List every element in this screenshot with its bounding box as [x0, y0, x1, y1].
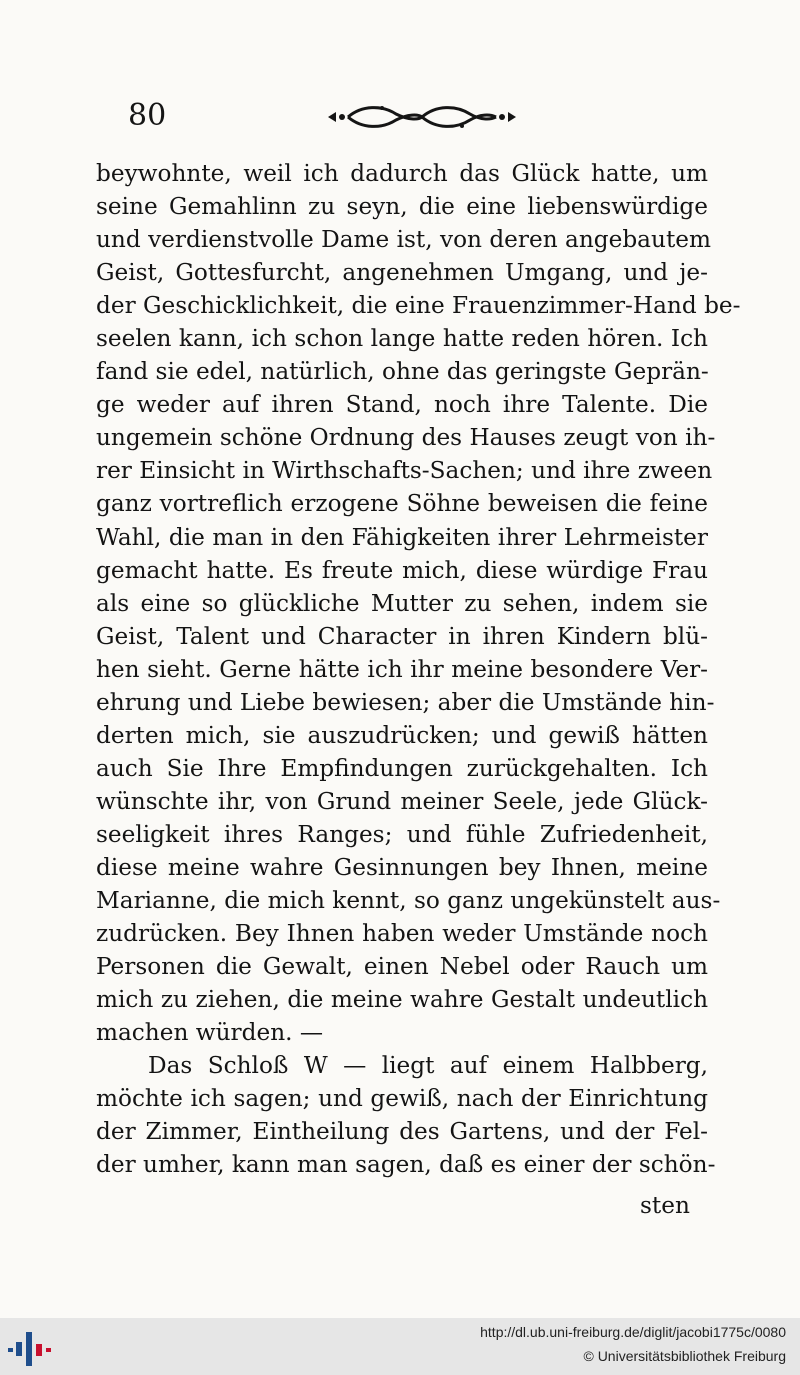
- text-line: Das Schloß W — liegt auf einem Halbberg,: [148, 1052, 708, 1080]
- copyright-notice: © Universitätsbibliothek Freiburg: [583, 1348, 786, 1364]
- text-line: Wahl, die man in den Fähigkeiten ihrer Lehrmeister: [96, 523, 708, 551]
- text-line: Geist, Talent und Character in ihren Kindern blü-: [96, 622, 708, 650]
- text-line: wünschte ihr, von Grund meiner Seele, jede Glück-: [96, 787, 708, 815]
- footer-bar: [0, 1318, 800, 1375]
- text-line: der umher, kann man sagen, daß es einer der schön-: [96, 1151, 716, 1179]
- text-line: hen sieht. Gerne hätte ich ihr meine besondere Ver-: [96, 655, 708, 683]
- text-line: derten mich, sie auszudrücken; und gewiß hätten: [96, 721, 708, 749]
- source-url-link[interactable]: http://dl.ub.uni-freiburg.de/diglit/jacobi1775c/0080: [480, 1324, 786, 1340]
- text-line: ehrung und Liebe bewiesen; aber die Umstände hin-: [96, 688, 715, 716]
- body-text: [96, 157, 741, 1181]
- text-line: rer Einsicht in Wirthschafts-Sachen; und ihre zween: [96, 457, 713, 485]
- text-line: mich zu ziehen, die meine wahre Gestalt undeutlich: [96, 986, 708, 1014]
- text-line: Personen die Gewalt, einen Nebel oder Rauch um: [96, 953, 708, 981]
- text-line: Geist, Gottesfurcht, angenehmen Umgang, und je-: [96, 259, 708, 287]
- text-line: ganz vortreflich erzogene Söhne beweisen die feine: [96, 490, 708, 518]
- text-line: seeligkeit ihres Ranges; und fühle Zufriedenheit,: [96, 820, 708, 848]
- library-logo-icon: [8, 1326, 54, 1368]
- text-line: Marianne, die mich kennt, so ganz ungekünstelt aus-: [96, 887, 721, 915]
- catchword: sten: [640, 1192, 690, 1219]
- text-line: auch Sie Ihre Empfindungen zurückgehalten. Ich: [96, 754, 708, 782]
- text-line: fand sie edel, natürlich, ohne das geringste Geprän-: [96, 358, 709, 386]
- text-line: diese meine wahre Gesinnungen bey Ihnen, meine: [96, 853, 708, 881]
- text-line: als eine so glückliche Mutter zu sehen, indem sie: [96, 589, 708, 617]
- text-line: gemacht hatte. Es freute mich, diese würdige Frau: [96, 556, 708, 584]
- text-line: seelen kann, ich schon lange hatte reden hören. Ich: [96, 325, 708, 353]
- ornament-divider-icon: [322, 100, 522, 134]
- text-line: und verdienstvolle Dame ist, von deren angebautem: [96, 226, 711, 254]
- text-line: zudrücken. Bey Ihnen haben weder Umstände noch: [96, 920, 708, 948]
- text-line: beywohnte, weil ich dadurch das Glück hatte, um: [96, 160, 708, 187]
- text-line: ungemein schöne Ordnung des Hauses zeugt von ih-: [96, 424, 716, 452]
- text-line: der Geschicklichkeit, die eine Frauenzimmer-Hand be-: [96, 292, 741, 320]
- text-line: seine Gemahlinn zu seyn, die eine liebenswürdige: [96, 193, 708, 221]
- text-line: ge weder auf ihren Stand, noch ihre Talente. Die: [96, 391, 708, 419]
- text-line: möchte ich sagen; und gewiß, nach der Einrichtung: [96, 1085, 708, 1113]
- page-number: 80: [128, 98, 167, 133]
- text-line: der Zimmer, Eintheilung des Gartens, und der Fel-: [96, 1118, 708, 1146]
- text-line: machen würden. —: [96, 1019, 324, 1047]
